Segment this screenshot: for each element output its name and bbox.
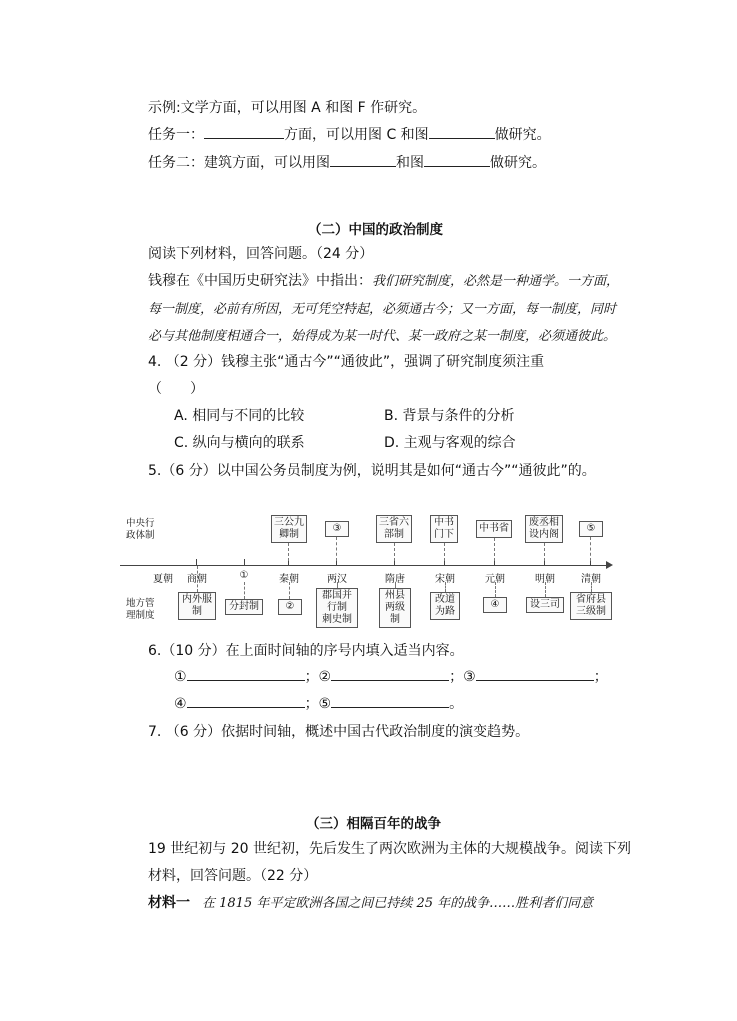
bottom-box-4[interactable]: ④ bbox=[483, 597, 507, 613]
bottom-box-sansi: 设三司 bbox=[526, 597, 564, 613]
task2-prefix: 任务二：建筑方面，可以用图 bbox=[148, 155, 330, 171]
era-han: 两汉 bbox=[327, 574, 347, 585]
section3-intro-line1: 19 世纪初与 20 世纪初，先后发生了两次欧洲为主体的大规模战争。阅读下列 bbox=[148, 841, 631, 857]
timeline-top-row-label: 中央行 政体制 bbox=[126, 518, 155, 541]
q6-end: 。 bbox=[449, 696, 464, 712]
material1-text: 在 1815 年平定欧洲各国之间已持续 25 年的战争……胜利者们同意 bbox=[202, 896, 594, 911]
quote-lead: 钱穆在《中国历史研究法》中指出： bbox=[148, 273, 372, 289]
q6-blanks-row2 bbox=[174, 693, 463, 713]
q4-option-a[interactable]: A. 相同与不同的比较 bbox=[174, 408, 305, 424]
quote-line3: 必与其他制度相通合一，始得成为某一时代、某一政府之某一制度，必须通彼此。 bbox=[148, 329, 617, 344]
q6-blank5[interactable] bbox=[331, 693, 449, 708]
era-suitang: 隋唐 bbox=[385, 574, 405, 585]
q6-blank3[interactable] bbox=[476, 666, 594, 681]
q6-blank1[interactable] bbox=[187, 666, 305, 681]
era-shang: 商朝 bbox=[187, 574, 207, 585]
bottom-box-gaidao: 改道 为路 bbox=[430, 592, 460, 620]
quote-rest: 我们研究制度，必然是一种通学。一方面， bbox=[372, 274, 620, 289]
timeline-axis bbox=[120, 565, 608, 566]
task1-blank1[interactable] bbox=[204, 124, 284, 139]
q6-blank4[interactable] bbox=[187, 693, 305, 708]
q4-paren: （ ） bbox=[148, 381, 204, 397]
top-box-sangong: 三公九 卿制 bbox=[271, 515, 307, 543]
task1-blank2[interactable] bbox=[429, 124, 495, 139]
section2-title: （二）中国的政治制度 bbox=[308, 222, 443, 238]
q5: 5.（6 分）以中国公务员制度为例，说明其是如何“通古今”“通彼此”的。 bbox=[148, 463, 596, 479]
task1-mid: 方面，可以用图 C 和图 bbox=[284, 127, 429, 143]
task2-line bbox=[148, 152, 546, 172]
bottom-dash-qin bbox=[289, 582, 290, 599]
section2-intro: 阅读下列材料，回答问题。（24 分） bbox=[148, 246, 374, 262]
section3-title: （三）相隔百年的战争 bbox=[306, 816, 441, 832]
q6-blanks-row1 bbox=[174, 666, 608, 686]
era-song: 宋朝 bbox=[435, 574, 455, 585]
top-box-sansheng: 三省六 部制 bbox=[376, 515, 412, 543]
timeline-arrow bbox=[606, 561, 613, 569]
q4-option-b[interactable]: B. 背景与条件的分析 bbox=[384, 408, 515, 424]
bottom-box-2[interactable]: ② bbox=[278, 599, 302, 615]
quote-line1 bbox=[148, 270, 619, 290]
era-qing: 清朝 bbox=[581, 574, 601, 585]
bottom-dash-yuan bbox=[495, 582, 496, 597]
tick-1 bbox=[244, 559, 245, 566]
task2-suffix: 做研究。 bbox=[490, 155, 546, 171]
era-xia: 夏朝 bbox=[153, 574, 173, 585]
era-blank1: ① bbox=[239, 570, 249, 581]
tick-shang bbox=[196, 559, 197, 566]
top-box-feichengxiang: 废丞相 设内阁 bbox=[525, 515, 563, 543]
task1-prefix: 任务一： bbox=[148, 127, 204, 143]
bottom-dash-ming bbox=[545, 582, 546, 597]
bottom-dash-qing bbox=[591, 582, 592, 592]
era-ming: 明朝 bbox=[535, 574, 555, 585]
bottom-box-junguo: 郡国并 行制 刺史制 bbox=[316, 588, 358, 628]
top-dash-qin bbox=[288, 543, 289, 561]
bottom-box-shengfuxian: 省府县 三级制 bbox=[570, 592, 612, 620]
bottom-dash-shang bbox=[197, 566, 198, 592]
task1-suffix: 做研究。 bbox=[494, 127, 551, 143]
top-box-zhongshusheng: 中书省 bbox=[476, 520, 512, 538]
bottom-dash-1 bbox=[244, 582, 245, 599]
quote-line2: 每一制度，必前有所因，无可凭空特起，必须通古今；又一方面，每一制度，同时 bbox=[148, 302, 617, 317]
q4-option-d[interactable]: D. 主观与客观的综合 bbox=[384, 435, 516, 451]
section3-intro-line2: 材料，回答问题。（22 分） bbox=[148, 868, 318, 884]
top-dash-qing bbox=[590, 537, 591, 561]
q6-label5: ；⑤ bbox=[304, 696, 332, 712]
top-dash-yuan bbox=[494, 538, 495, 561]
q6-label3: ；③ bbox=[449, 669, 476, 685]
bottom-box-zhouxian: 州县 两级 制 bbox=[379, 588, 411, 628]
q6-label1: ① bbox=[174, 669, 187, 685]
top-box-3[interactable]: ③ bbox=[325, 521, 349, 537]
task2-blank1[interactable] bbox=[330, 152, 396, 167]
q6: 6.（10 分）在上面时间轴的序号内填入适当内容。 bbox=[148, 643, 464, 659]
task2-mid: 和图 bbox=[396, 155, 424, 171]
q4-option-c[interactable]: C. 纵向与横向的联系 bbox=[174, 435, 305, 451]
material1-line bbox=[148, 892, 593, 912]
q4-stem: 4. （2 分）钱穆主张“通古今”“通彼此”，强调了研究制度须注重 bbox=[148, 354, 545, 370]
top-box-5[interactable]: ⑤ bbox=[579, 521, 603, 537]
task1-line bbox=[148, 124, 551, 144]
bottom-dash-song bbox=[445, 582, 446, 592]
q6-blank2[interactable] bbox=[331, 666, 449, 681]
q6-sep: ； bbox=[593, 669, 608, 685]
top-box-zhongshumenxia: 中书 门下 bbox=[430, 515, 458, 543]
bottom-box-fenfeng: 分封制 bbox=[225, 599, 263, 615]
material1-label: 材料一 bbox=[148, 895, 190, 911]
q7: 7. （6 分）依据时间轴，概述中国古代政治制度的演变趋势。 bbox=[148, 724, 530, 740]
era-qin: 秦朝 bbox=[279, 574, 299, 585]
top-dash-suitang bbox=[394, 543, 395, 561]
bottom-box-neiwaifu: 内外服 制 bbox=[178, 592, 216, 620]
q6-label4: ④ bbox=[174, 696, 187, 712]
era-yuan: 元朝 bbox=[485, 574, 505, 585]
timeline-bottom-row-label: 地方管 理制度 bbox=[126, 598, 155, 621]
top-dash-han bbox=[336, 537, 337, 561]
q6-label2: ；② bbox=[304, 669, 332, 685]
example-line: 示例:文学方面，可以用图 A 和图 F 作研究。 bbox=[148, 100, 427, 116]
top-dash-ming bbox=[544, 543, 545, 561]
task2-blank2[interactable] bbox=[424, 152, 490, 167]
top-dash-song bbox=[444, 543, 445, 561]
